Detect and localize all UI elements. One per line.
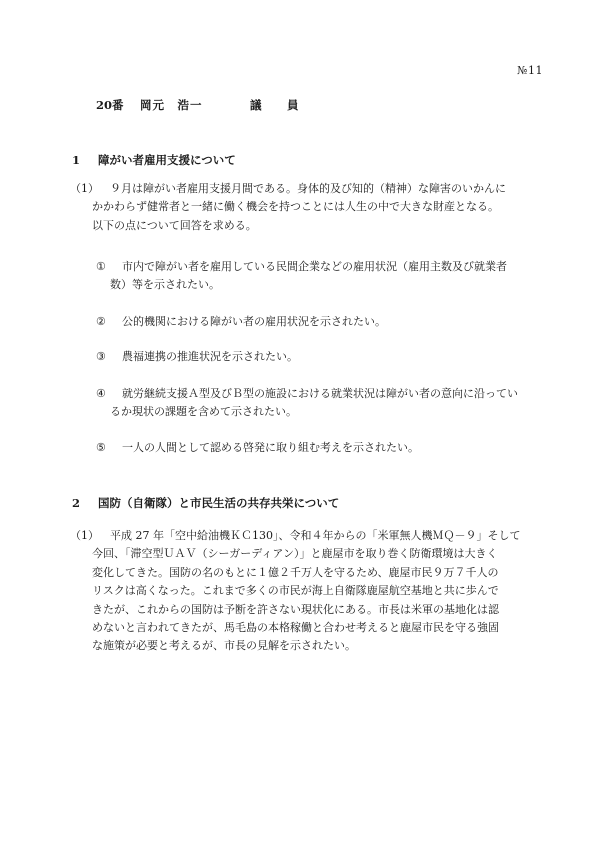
paragraph-line: めないと言われてきたが、馬毛島の本格稼働と合わせ考えると鹿屋市民を守る強固 (92, 621, 499, 635)
list-item (96, 258, 556, 295)
item-text: 農福連携の推進状況を示されたい。 (122, 350, 298, 363)
item-text: 一人の人間として認める啓発に取り組む考えを示されたい。 (122, 441, 419, 454)
list-item (96, 313, 556, 331)
item-label: ③ (96, 350, 106, 363)
item-label: ① (96, 260, 106, 273)
paragraph-line: リスクは高くなった。これまで多くの市民が海上自衛隊鹿屋航空基地と共に歩んで (92, 584, 499, 598)
paragraph-line: な施策が必要と考えるが、市長の見解を示されたい。 (92, 639, 356, 653)
item-text: 就労継続支援Ａ型及びＢ型の施設における就業状況は障がい者の意向に沿ってい (122, 387, 518, 400)
section-heading-2 (72, 495, 339, 511)
document-number: №11 (517, 64, 543, 77)
paragraph-label: （1） (70, 529, 99, 542)
speaker-name: 岡元 浩一 (140, 98, 203, 112)
list-item (96, 348, 556, 366)
item-text: 市内で障がい者を雇用している民間企業などの雇用状況（雇用主数及び就業者 (122, 260, 507, 273)
section-number: 1 (72, 153, 81, 167)
item-text: るか現状の課題を含めて示されたい。 (110, 405, 297, 419)
paragraph-line: きたが、これからの国防は予断を許さない現状化にある。市長は米軍の基地化は認 (92, 602, 499, 616)
speaker-line (96, 97, 306, 113)
section-heading-1 (72, 152, 236, 168)
list-item (96, 385, 556, 422)
section-title: 障がい者雇用支援について (98, 153, 236, 167)
section-number: 2 (72, 496, 81, 510)
speaker-number: 20番 (96, 98, 124, 112)
section-title: 国防（自衛隊）と市民生活の共存共栄について (98, 496, 340, 510)
paragraph-line: 平成 27 年「空中給油機ＫＣ130」、令和４年からの「米軍無人機ＭＱ－９」そして (110, 529, 521, 542)
paragraph-line: 今回、「滞空型ＵＡＶ（シーガーディアン）」と鹿屋市を取り巻く防衛環境は大きく (92, 547, 498, 561)
item-label: ⑤ (96, 441, 106, 454)
item-text: 公的機関における障がい者の雇用状況を示されたい。 (122, 315, 386, 328)
paragraph-line: 変化してきた。国防の名のもとに１億２千万人を守るため、鹿屋市民９万７千人の (92, 565, 499, 579)
paragraph-line: かかわらず健常者と一緒に働く機会を持つことには人生の中で大きな財産となる。 (92, 200, 499, 214)
list-item (96, 439, 556, 457)
item-label: ② (96, 315, 106, 328)
speaker-title: 議 員 (250, 98, 306, 112)
paragraph-label: （1） (70, 182, 99, 195)
section-1-paragraph (70, 180, 560, 235)
section-2-paragraph (70, 527, 560, 656)
paragraph-line: ９月は障がい者雇用支援月間である。身体的及び知的（精神）な障害のいかんに (110, 182, 506, 195)
paragraph-line: 以下の点について回答を求める。 (92, 218, 257, 232)
item-text: 数）等を示されたい。 (110, 278, 220, 292)
item-label: ④ (96, 387, 106, 400)
